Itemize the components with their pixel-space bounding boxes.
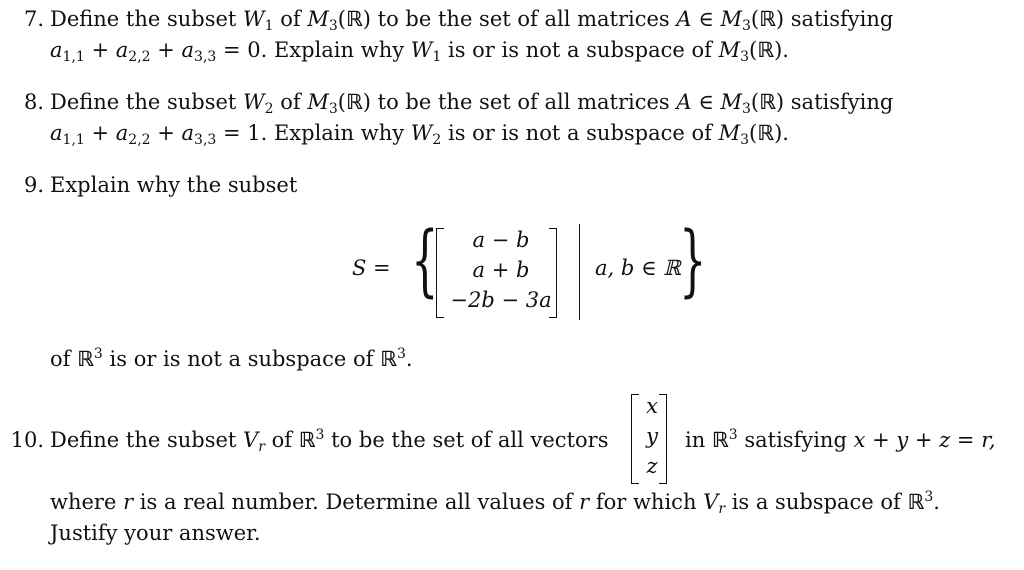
problem-7-line-1: Define the subset $W_1$ of $M_3(ℝ)$ to be the set of all matrices A ∈ $M_3(ℝ)$ satisfying — [50, 7, 894, 34]
problem-8-line-1: Define the subset $W_2$ of $M_3(ℝ)$ to be the set of all matrices A ∈ $M_3(ℝ)$ satisfying — [50, 90, 894, 117]
set-label: S = — [352, 256, 391, 280]
set-condition: a, b ∈ ℝ — [595, 256, 681, 280]
problem-number: 8. — [23, 90, 44, 114]
vector-entry-z: z — [646, 454, 658, 478]
right-brace: } — [679, 216, 707, 306]
left-brace: { — [411, 216, 439, 306]
vector-left-bracket — [631, 394, 639, 484]
matrix-left-bracket — [436, 228, 444, 318]
matrix-right-bracket — [549, 228, 557, 318]
matrix-row-1: a − b — [472, 228, 530, 252]
problem-9-outro: of ℝ$^3$ is or is not a subspace of ℝ$^3$. — [50, 346, 413, 371]
problem-7 — [23, 4, 1010, 66]
problem-9 — [23, 170, 1010, 201]
problem-8-line-2: $a_{1,1} + a_{2,2} + a_{3,3} = 1$. Explain why $W_2$ is or is not a subspace of $M_3(ℝ)$. — [50, 121, 789, 148]
such-that-bar — [579, 224, 580, 320]
problem-10-line-2: where r is a real number. Determine all values of r for which $V_r$ is a subspace of ℝ$^3$. — [50, 489, 940, 517]
problem-number: 9. — [23, 173, 44, 197]
vector-entry-y: y — [646, 424, 658, 448]
problem-9-intro: Explain why the subset — [50, 173, 298, 197]
problem-8 — [23, 87, 1010, 149]
problem-10-rest — [50, 487, 1010, 549]
vector-right-bracket — [659, 394, 667, 484]
matrix-row-2: a + b — [472, 258, 530, 282]
problem-7-line-2: $a_{1,1} + a_{2,2} + a_{3,3} = 0$. Explain why $W_1$ is or is not a subspace of $M_3(ℝ)$. — [50, 38, 789, 65]
problem-number: 7. — [23, 7, 44, 31]
problem-10-line-1b: in ℝ$^3$ satisfying x + y + z = r, — [685, 427, 996, 452]
problem-10-line-1a: Define the subset $V_r$ of ℝ$^3$ to be the set of all vectors — [50, 427, 609, 455]
problem-10-line-3: Justify your answer. — [50, 521, 261, 545]
vector-entry-x: x — [646, 394, 658, 418]
problem-number: 10. — [10, 428, 44, 452]
matrix-row-3: −2b − 3a — [450, 288, 552, 312]
